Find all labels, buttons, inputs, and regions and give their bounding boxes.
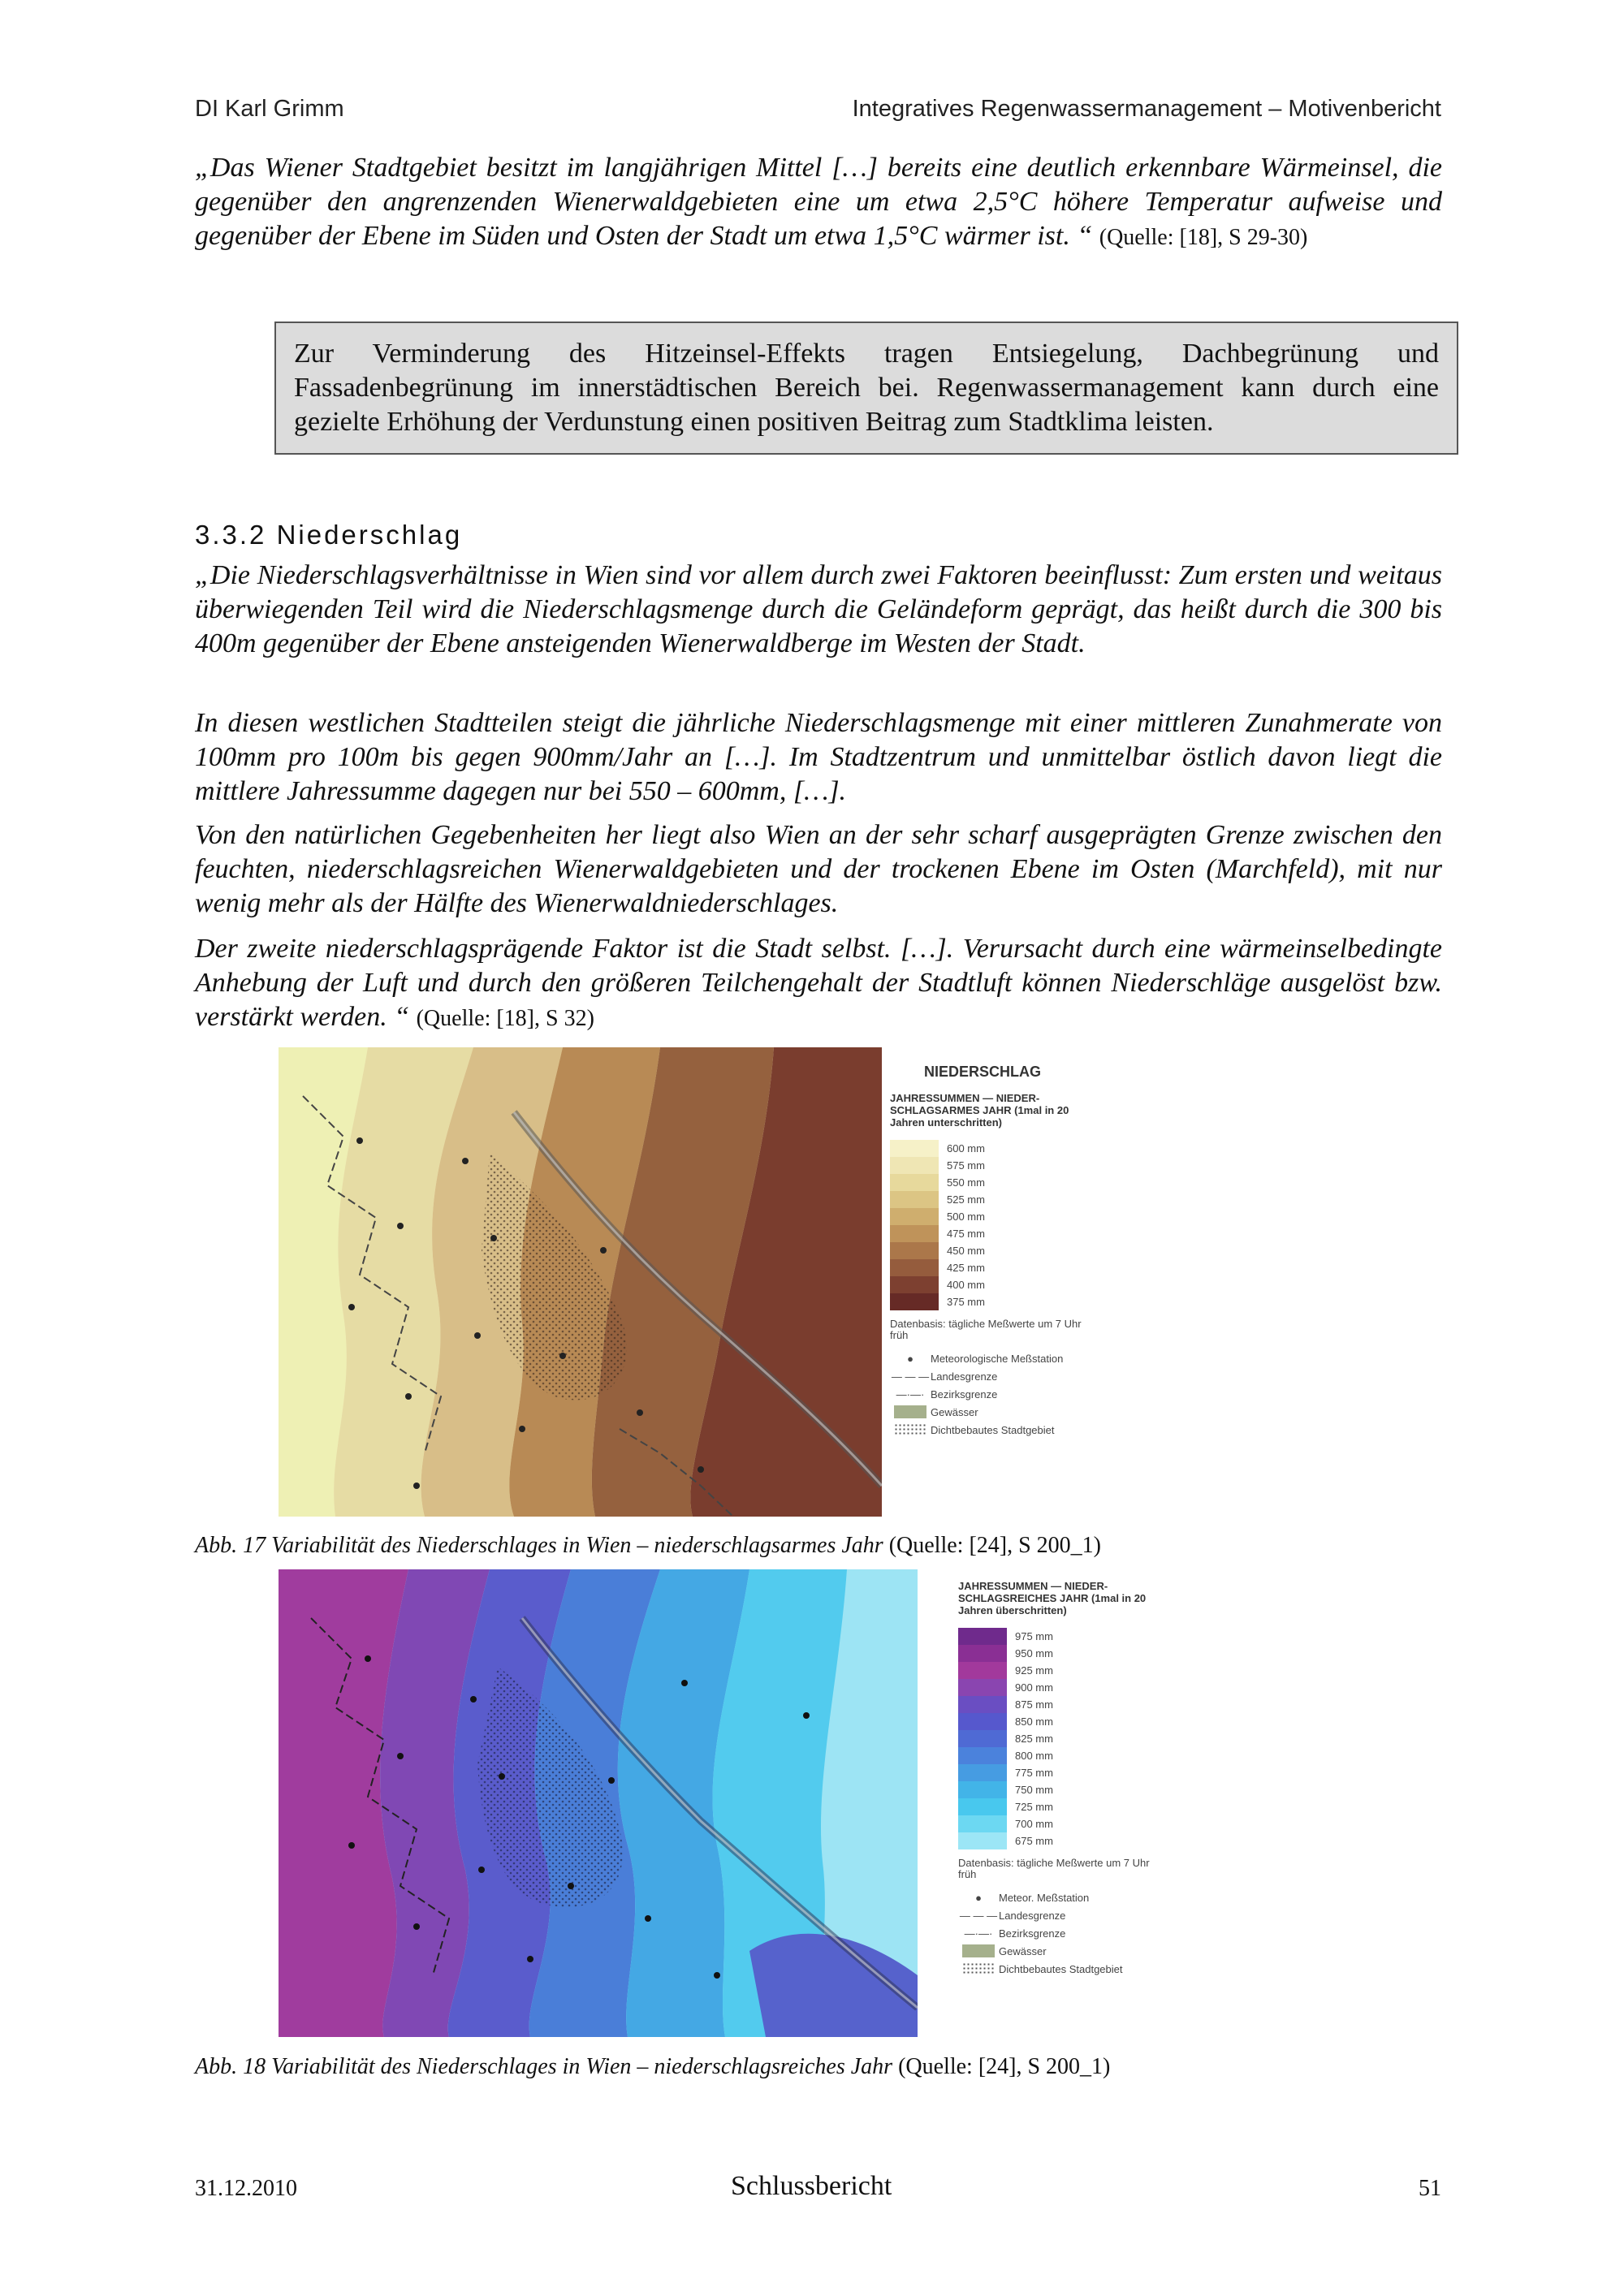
district-border-icon: —·—· (896, 1388, 925, 1400)
state-border-icon: — — — (959, 1909, 998, 1922)
legend-item-state-border: — — — Landesgrenze (891, 1370, 998, 1383)
legend-class-row (958, 1832, 1161, 1849)
legend-swatch (958, 1730, 1007, 1747)
legend-basis: Datenbasis: tägliche Meßwerte um 7 Uhr früh (958, 1857, 1150, 1880)
precip-map-wet-year (279, 1569, 918, 2037)
highlight-box: Zur Verminderung des Hitzeinsel-Effekts tragen Entsiegelung, Dachbegrünung und Fassadenbegrünung im innerstädtischen Bereich bei. Regenwassermanagement kann durch eine gezielte Erhöhung der Verdunstung einen positiven Beitrag zum Stadtklima leisten. (274, 322, 1458, 455)
legend-swatch (958, 1747, 1007, 1764)
legend-item-dense-area: Dichtbebautes Stadtgebiet (890, 1421, 1093, 1439)
legend-class-label: 375 mm (947, 1296, 985, 1308)
legend-class-label: 800 mm (1015, 1750, 1053, 1762)
legend-class-label: 950 mm (1015, 1647, 1053, 1659)
quote-precip-p3: Von den natürlichen Gegebenheiten her liegt also Wien an der sehr scharf ausgeprägten Grenze zwischen den feuchten, niederschlagsreichen Wienerwaldgebieten und der trockenen Ebene im Osten (Marchfeld), mit nur wenig mehr als der Hälfte des Wienerwaldniederschlages. (195, 820, 1442, 918)
legend-swatch (890, 1293, 939, 1310)
legend-swatch (890, 1191, 939, 1208)
legend-class-label: 400 mm (947, 1279, 985, 1291)
quote-source: (Quelle: [18], S 29-30) (1099, 225, 1308, 250)
footer-page-number: 51 (1419, 2176, 1441, 2201)
legend-classes (958, 1628, 1161, 1849)
dense-area-icon (958, 1962, 999, 1975)
quote-heat-island (195, 151, 1442, 255)
legend-swatch (890, 1242, 939, 1259)
legend-swatch (890, 1140, 939, 1157)
legend-dry-year (890, 1064, 1093, 1518)
station-dot-icon: ● (975, 1891, 982, 1904)
legend-wet-year (958, 1580, 1161, 2035)
caption-fig18 (195, 2054, 1110, 2080)
district-border-icon: —·—· (964, 1927, 993, 1940)
legend-item-station: ● Meteor. Meßstation (958, 1888, 1161, 1906)
legend-item-station: ● Meteorologische Meßstation (890, 1349, 1093, 1367)
legend-class-row (890, 1140, 1093, 1157)
quote-precip-p4 (195, 932, 1442, 1036)
quote-precip-p2: In diesen westlichen Stadtteilen steigt die jährliche Niederschlagsmenge mit einer mittleren Zunahmerate von 100mm pro 100m bis gegen 900mm/Jahr an […]. Im Stadtzentrum und unmittelbar östlich davon liegt die mittlere Jahressumme dagegen nur bei 550 – 600mm, […]. (195, 708, 1442, 806)
legend-class-row (890, 1259, 1093, 1276)
legend-heading: JAHRESSUMMEN — NIEDER-SCHLAGSARMES JAHR (1mal in 20 Jahren unterschritten) (890, 1092, 1069, 1129)
caption-fig17 (195, 1533, 1101, 1559)
water-icon (890, 1405, 931, 1418)
legend-item-water: Gewässer (890, 1403, 1093, 1421)
section-heading: 3.3.2 Niederschlag (195, 520, 463, 550)
legend-class-row (958, 1764, 1161, 1781)
legend-swatch (958, 1781, 1007, 1798)
legend-class-label: 975 mm (1015, 1630, 1053, 1642)
legend-heading: JAHRESSUMMEN — NIEDER-SCHLAGSREICHES JAHR (1mal in 20 Jahren überschritten) (958, 1580, 1147, 1616)
legend-basis: Datenbasis: tägliche Meßwerte um 7 Uhr früh (890, 1318, 1082, 1341)
quote-text: Der zweite niederschlagsprägende Faktor ist die Stadt selbst. […]. Verursacht durch eine wärmeinselbedingte Anhebung der Luft und durch den größeren Teilchengehalt der Stadtluft können Niederschläge ausgelöst bzw. verstärkt werden. “ (195, 934, 1442, 1032)
legend-class-row (958, 1747, 1161, 1764)
legend-item-water: Gewässer (958, 1942, 1161, 1960)
legend-class-row (958, 1713, 1161, 1730)
legend-class-label: 900 mm (1015, 1681, 1053, 1694)
legend-class-row (890, 1225, 1093, 1242)
legend-class-row (958, 1798, 1161, 1815)
legend-item-state-border: — — — Landesgrenze (959, 1909, 1066, 1922)
legend-class-label: 925 mm (1015, 1664, 1053, 1677)
legend-class-label: 875 mm (1015, 1698, 1053, 1711)
legend-swatch (958, 1832, 1007, 1849)
legend-class-row (958, 1662, 1161, 1679)
legend-class-label: 475 mm (947, 1228, 985, 1240)
legend-swatch (958, 1764, 1007, 1781)
precip-map-dry-year (279, 1047, 882, 1517)
legend-swatch (890, 1208, 939, 1225)
legend-class-label: 825 mm (1015, 1733, 1053, 1745)
legend-class-row (890, 1208, 1093, 1225)
legend-class-row (890, 1242, 1093, 1259)
caption-text: Abb. 17 Variabilität des Niederschlages in Wien – niederschlagsarmes Jahr (195, 1533, 883, 1558)
legend-swatch (958, 1645, 1007, 1662)
water-icon (958, 1944, 999, 1957)
legend-classes (890, 1140, 1093, 1310)
legend-class-label: 725 mm (1015, 1801, 1053, 1813)
legend-class-row (958, 1815, 1161, 1832)
legend-class-label: 750 mm (1015, 1784, 1053, 1796)
legend-class-label: 700 mm (1015, 1818, 1053, 1830)
legend-swatch (958, 1713, 1007, 1730)
header-title: Integratives Regenwassermanagement – Motivenbericht (852, 96, 1441, 122)
legend-swatch (958, 1662, 1007, 1679)
legend-class-label: 775 mm (1015, 1767, 1053, 1779)
legend-item-district-border: —·—· Bezirksgrenze (958, 1924, 1161, 1942)
legend-class-label: 850 mm (1015, 1716, 1053, 1728)
legend-class-row (958, 1645, 1161, 1662)
legend-class-label: 550 mm (947, 1176, 985, 1189)
legend-class-row (890, 1276, 1093, 1293)
legend-class-row (958, 1679, 1161, 1696)
legend-class-row (958, 1730, 1161, 1747)
legend-swatch (890, 1225, 939, 1242)
legend-swatch (890, 1174, 939, 1191)
legend-class-label: 525 mm (947, 1193, 985, 1206)
legend-item-district-border: —·—· Bezirksgrenze (890, 1385, 1093, 1403)
legend-class-label: 575 mm (947, 1159, 985, 1172)
legend-title: NIEDERSCHLAG (924, 1064, 1042, 1080)
map-graphic (279, 1569, 918, 2037)
legend-class-row (890, 1191, 1093, 1208)
legend-class-row (890, 1293, 1093, 1310)
legend-swatch (958, 1696, 1007, 1713)
caption-source: (Quelle: [24], S 200_1) (888, 1533, 1101, 1558)
legend-item-dense-area: Dichtbebautes Stadtgebiet (958, 1960, 1161, 1978)
legend-class-label: 450 mm (947, 1245, 985, 1257)
caption-text: Abb. 18 Variabilität des Niederschlages in Wien – niederschlagsreiches Jahr (195, 2054, 893, 2079)
legend-swatch (958, 1628, 1007, 1645)
legend-class-row (958, 1696, 1161, 1713)
station-dot-icon: ● (907, 1352, 914, 1365)
legend-swatch (958, 1679, 1007, 1696)
dense-area-icon (890, 1423, 931, 1436)
quote-text: „Das Wiener Stadtgebiet besitzt im langjährigen Mittel […] bereits eine deutlich erkennbare Wärmeinsel, die gegenüber den angrenzenden Wienerwaldgebieten eine um etwa 2,5°C höhere Temperatur aufweise und gegenüber der Ebene im Süden und Osten der Stadt um etwa 1,5°C wärmer ist. “ (195, 153, 1442, 251)
header-author: DI Karl Grimm (195, 96, 344, 122)
legend-class-row (890, 1157, 1093, 1174)
footer-date: 31.12.2010 (195, 2176, 297, 2201)
footer-title: Schlussbericht (731, 2171, 892, 2201)
state-border-icon: — — — (891, 1370, 930, 1383)
legend-swatch (890, 1259, 939, 1276)
legend-swatch (958, 1798, 1007, 1815)
legend-class-row (890, 1174, 1093, 1191)
legend-class-label: 500 mm (947, 1211, 985, 1223)
legend-class-label: 675 mm (1015, 1835, 1053, 1847)
legend-class-label: 600 mm (947, 1142, 985, 1154)
legend-swatch (890, 1276, 939, 1293)
caption-source: (Quelle: [24], S 200_1) (898, 2054, 1111, 2079)
legend-swatch (890, 1157, 939, 1174)
legend-swatch (958, 1815, 1007, 1832)
map-graphic (279, 1047, 882, 1517)
quote-precip-p1: „Die Niederschlagsverhältnisse in Wien sind vor allem durch zwei Faktoren beeinflusst: Zum ersten und weitaus überwiegenden Teil wird die Niederschlagsmenge durch die Geländeform geprägt, das heißt durch die 300 bis 400m gegenüber der Ebene ansteigenden Wienerwaldberge im Westen der Stadt. (195, 560, 1442, 658)
quote-source: (Quelle: [18], S 32) (416, 1006, 594, 1031)
legend-class-row (958, 1781, 1161, 1798)
legend-items (958, 1888, 1161, 1978)
legend-items (890, 1349, 1093, 1439)
legend-class-row (958, 1628, 1161, 1645)
legend-class-label: 425 mm (947, 1262, 985, 1274)
